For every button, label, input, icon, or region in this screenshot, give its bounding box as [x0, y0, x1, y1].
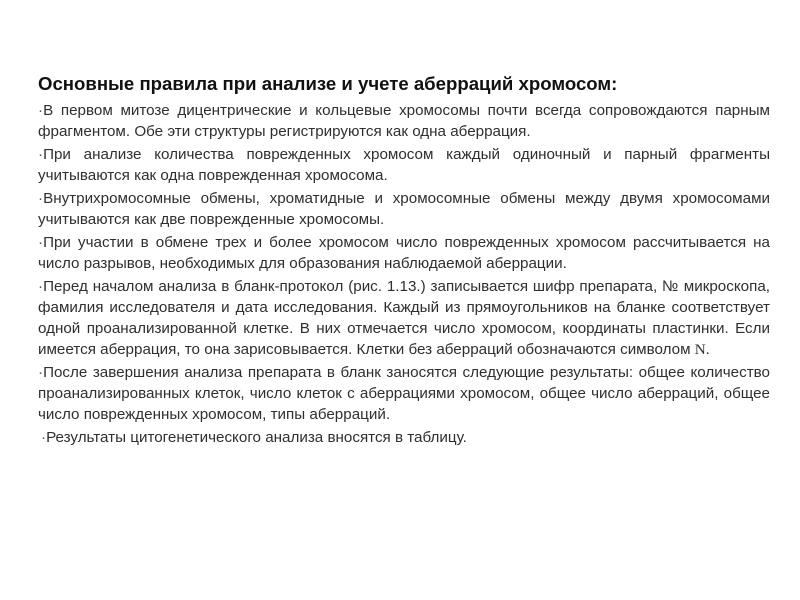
rule-item-4 [38, 232, 770, 274]
bullet-mark: · [38, 190, 44, 207]
bullet-mark: · [41, 429, 47, 446]
rule-item-1 [38, 100, 770, 142]
rule-text-5: Перед началом анализа в бланк-протокол (рис. 1.13.) записывается шифр препарата, № микроскопа, фамилия исследователя и дата исследования. Каждый из прямоугольников на бланке соответствует одной проанализированной клетке. В них отмечается число хромосом, координаты пластинки. Если имеется аберрация, то она зарисовывается. Клетки без аберраций обозначаются символом [38, 278, 770, 358]
rule-item-6 [38, 362, 770, 425]
rule-text-7: Результаты цитогенетического анализа вносятся в таблицу. [46, 429, 467, 446]
rule-item-3 [38, 188, 770, 230]
rule-text-2: При анализе количества поврежденных хромосом каждый одиночный и парный фрагменты учитываются как одна поврежденная хромосома. [38, 146, 770, 184]
symbol-n: N. [694, 341, 710, 358]
bullet-mark: · [38, 146, 44, 163]
slide-content [38, 72, 770, 450]
rule-text-1: В первом митозе дицентрические и кольцевые хромосомы почти всегда сопровождаются парным фрагментом. Обе эти структуры регистрируются как одна аберрация. [38, 102, 770, 140]
rule-item-2 [38, 144, 770, 186]
rule-text-3: Внутрихромосомные обмены, хроматидные и хромосомные обмены между двумя хромосомами учитываются как две поврежденные хромосомы. [38, 190, 770, 228]
rule-item-7 [38, 427, 770, 448]
rule-item-5 [38, 276, 770, 360]
bullet-mark: · [38, 102, 44, 119]
slide-heading: Основные правила при анализе и учете аберраций хромосом: [38, 73, 618, 94]
rule-text-4: При участии в обмене трех и более хромосом число поврежденных хромосом рассчитывается на число разрывов, необходимых для образования наблюдаемой аберрации. [38, 234, 770, 272]
rule-text-6: После завершения анализа препарата в бланк заносятся следующие результаты: общее количество проанализированных клеток, число клеток с аберрациями хромосом, общее число аберраций, общее число поврежденных хромосом, типы аберраций. [38, 364, 770, 423]
bullet-mark: · [38, 364, 44, 381]
bullet-mark: · [38, 234, 44, 251]
bullet-mark: · [38, 278, 44, 295]
